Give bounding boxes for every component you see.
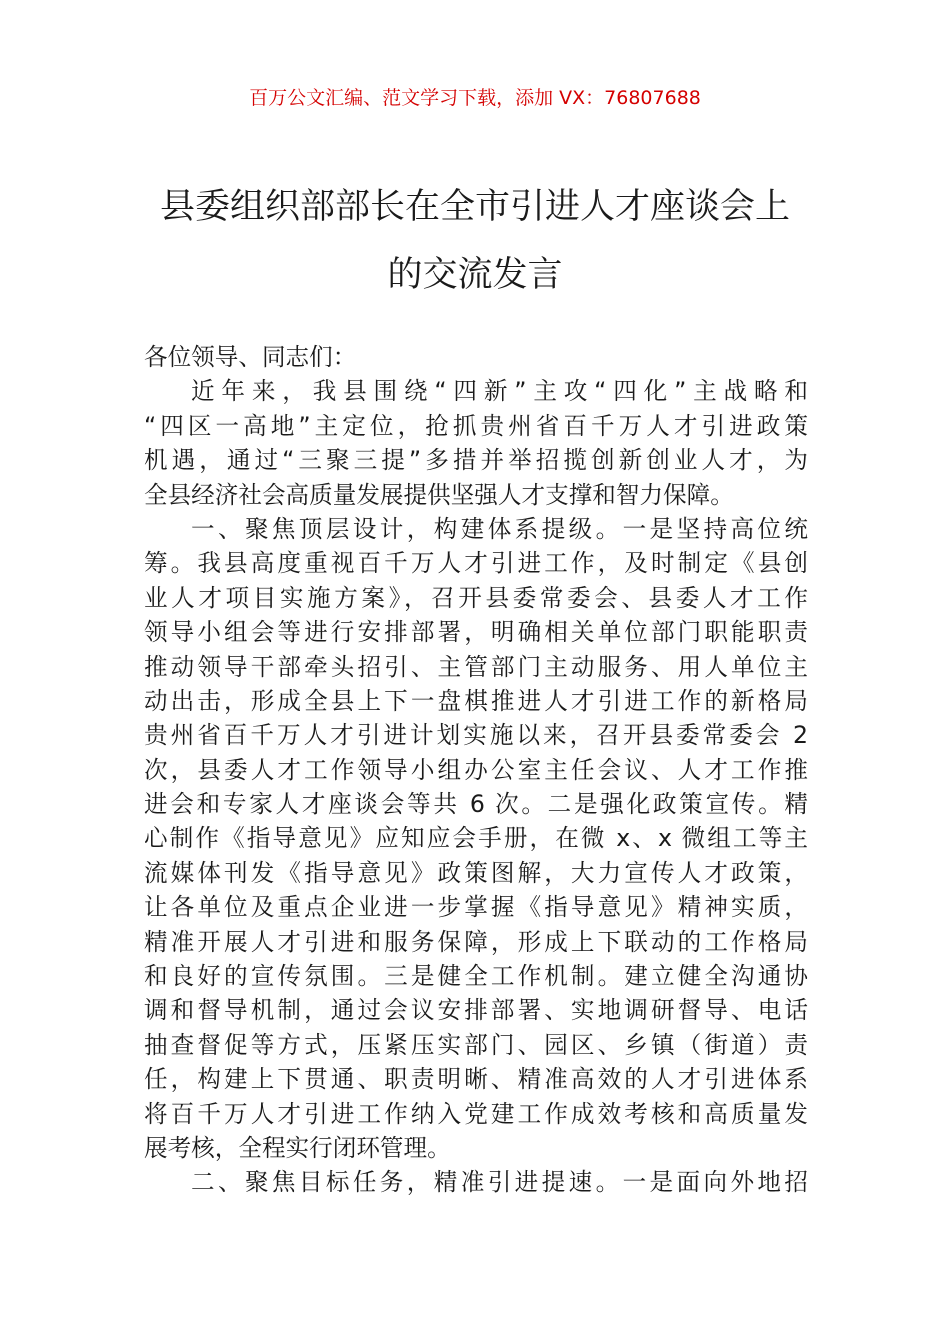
body-line: 任，构建上下贯通、职责明晰、精准高效的人才引进体系 (144, 1065, 808, 1094)
body-line: 将百千万人才引进工作纳入党建工作成效考核和高质量发 (144, 1099, 808, 1128)
body-line: 动出击，形成全县上下一盘棋推进人才引进工作的新格局 (144, 686, 808, 715)
body-line: 精准开展人才引进和服务保障，形成上下联动的工作格局 (144, 927, 808, 956)
body-line: 流媒体刊发《指导意见》政策图解，大力宣传人才政策， (144, 858, 808, 887)
body-line: 筹。我县高度重视百千万人才引进工作，及时制定《县创 (144, 549, 808, 578)
body-line: 展考核，全程实行闭环管理。 (144, 1133, 451, 1162)
document-title (100, 173, 850, 309)
body-line: 二、聚焦目标任务，精准引进提速。一是面向外地招 (191, 1168, 808, 1197)
title-line-2: 的交流发言 (387, 255, 563, 295)
title-line-1: 县委组织部部长在全市引进人才座谈会上 (159, 187, 790, 227)
body-line: 进会和专家人才座谈会等共 6 次。二是强化政策宣传。精 (144, 790, 808, 819)
body-line: 全县经济社会高质量发展提供坚强人才支撑和智力保障。 (144, 480, 734, 509)
body-line: 调和督导机制，通过会议安排部署、实地调研督导、电话 (144, 996, 808, 1025)
body-line: 一、聚焦顶层设计，构建体系提级。一是坚持高位统 (191, 514, 808, 543)
body-line: 业人才项目实施方案》，召开县委常委会、县委人才工作 (144, 583, 808, 612)
body-line: 领导小组会等进行安排部署，明确相关单位部门职能职责 (144, 618, 808, 647)
body-line: 近年来，我县围绕“四新”主攻“四化”主战略和 (191, 377, 808, 406)
body-line: 和良好的宣传氛围。三是健全工作机制。建立健全沟通协 (144, 962, 808, 991)
body-line: “四区一高地”主定位，抢抓贵州省百千万人才引进政策 (144, 411, 808, 440)
body-line: 推动领导干部牵头招引、主管部门主动服务、用人单位主 (144, 652, 808, 681)
body-line: 让各单位及重点企业进一步掌握《指导意见》精神实质， (144, 893, 808, 922)
body-line: 机遇，通过“三聚三提”多措并举招揽创新创业人才，为 (144, 446, 808, 475)
body-line: 抽查督促等方式，压紧压实部门、园区、乡镇（街道）责 (144, 1030, 808, 1059)
body-line: 贵州省百千万人才引进计划实施以来，召开县委常委会 2 (144, 721, 808, 750)
body-line: 心制作《指导意见》应知应会手册，在微 x、x 微组工等主 (144, 824, 808, 853)
body-line: 次，县委人才工作领导小组办公室主任会议、人才工作推 (144, 755, 808, 784)
document-body (144, 340, 808, 1200)
salutation: 各位领导、同志们： (144, 343, 357, 371)
header-banner: 百万公文汇编、范文学习下载，添加 VX：76807688 (249, 87, 701, 109)
